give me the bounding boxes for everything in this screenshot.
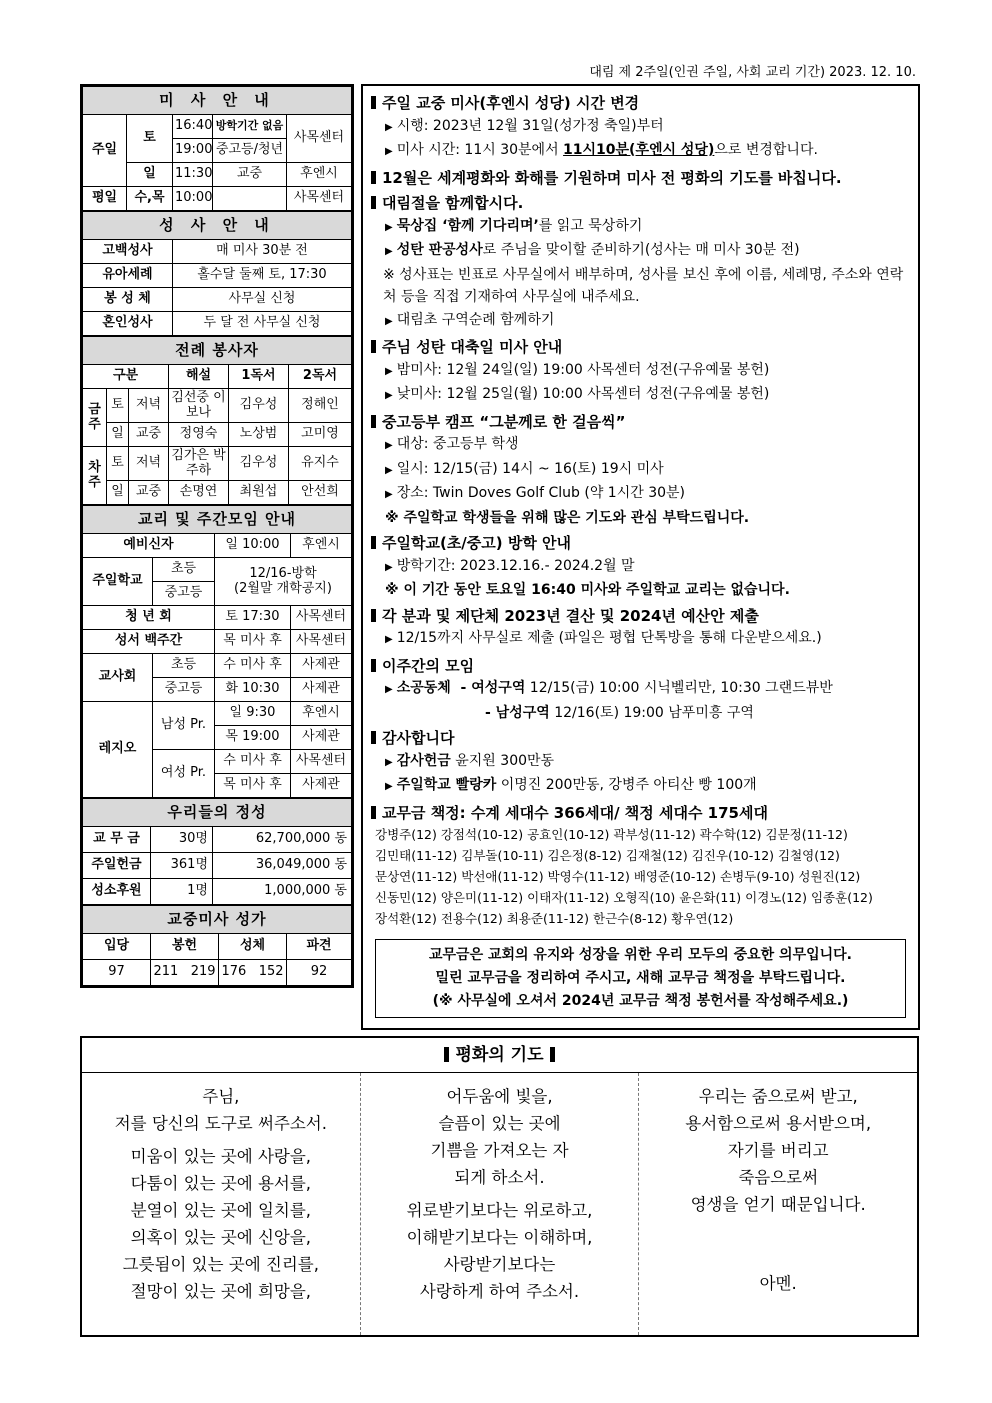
notice-line: ▶ 대상: 중고등부 학생 (385, 436, 519, 452)
prayer-column-2 (360, 1073, 639, 1335)
notices-panel (361, 84, 920, 1030)
notice-title: 주일학교(초/중고) 방학 안내 (371, 532, 912, 555)
sun-time: 11:30 (173, 163, 213, 187)
prayer-title: 평화의 기도 (82, 1038, 917, 1073)
notice-line: ▶ 묵상집 ‘함께 기다리며’를 읽고 묵상하기 (385, 217, 643, 234)
liturgy-header-reading1: 1독서 (229, 365, 289, 389)
notice-title: 중고등부 캠프 “그분께로 한 걸음씩” (371, 411, 912, 434)
vacation-note: 12/16-방학 (249, 565, 317, 581)
catechumen-place: 후엔시 (291, 534, 352, 558)
prayer-line: 되게 하소서. (454, 1168, 545, 1187)
weekday-time: 10:00 (173, 187, 213, 211)
offering-label: 성소후원 (83, 879, 151, 905)
notice-line: ▶ 밤미사: 12월 24일(일) 19:00 사목센터 성전(구유예물 봉헌) (385, 361, 770, 378)
dues-line: (※ 사무실에 오셔서 2024년 교무금 책정 봉헌서를 작성해주세요.) (432, 993, 849, 1009)
sun-place: 후엔시 (287, 163, 352, 187)
reopen-note: (2월말 개학공지) (234, 580, 332, 596)
dues-line: 밀린 교무금을 정리하여 주시고, 새해 교무금 책정을 부탁드립니다. (435, 970, 846, 986)
notice-title: 주일 교중 미사(후엔시 성당) 시간 변경 (371, 92, 912, 115)
prayer-line: 용서함으로써 용서받으며, (685, 1114, 872, 1133)
dues-notice-box (375, 939, 906, 1018)
volunteer-name: 고미영 (289, 423, 352, 447)
prayer-line: 그릇됨이 있는 곳에 진리를, (122, 1255, 319, 1274)
left-info-column (80, 84, 354, 988)
prayer-line: 죽음으로써 (738, 1168, 819, 1187)
volunteer-name: 정영숙 (169, 423, 229, 447)
notice-line: ▶ 방학기간: 2023.12.16.- 2024.2월 말 (385, 557, 635, 574)
notice-line: ▶ 감사헌금 윤지원 300만동 (385, 752, 555, 769)
notice-title: 이주간의 모임 (371, 655, 912, 678)
weekday-place: 사목센터 (287, 187, 352, 211)
notice-line: ※ 주일학교 학생들을 위해 많은 기도와 관심 부탁드립니다. (385, 509, 750, 526)
bible-place: 사목센터 (291, 630, 352, 654)
liturgy-header-commentary: 해설 (169, 365, 229, 389)
sacrament-value: 사무실 신청 (173, 288, 352, 312)
legio-place: 후엔시 (291, 702, 352, 726)
volunteer-name: 김가은 박주하 (169, 447, 229, 481)
liturgy-header-division: 구분 (83, 365, 169, 389)
notice-line: ▶ 장소: Twin Doves Golf Club (약 1시간 30분) (385, 485, 686, 501)
catechumen-time: 일 10:00 (215, 534, 291, 558)
wedthu-label: 수,목 (127, 187, 173, 211)
dues-name-line: 문상연(11-12) 박선애(11-12) 박영수(11-12) 배영준(10-12) 손병두(9-10) 성원진(12) (375, 869, 861, 884)
prayer-line: 우리는 줌으로써 받고, (698, 1087, 858, 1106)
sat-time-2: 19:00 (173, 139, 213, 163)
sunday-school-note (215, 558, 352, 606)
sacrament-title: 성 사 안 내 (83, 212, 352, 240)
hymn-header: 파견 (287, 934, 352, 960)
prayer-line: 다툼이 있는 곳에 용서를, (130, 1174, 312, 1193)
weekday-label: 평일 (83, 187, 127, 211)
offering-count: 1명 (151, 879, 213, 905)
meetings-title: 교리 및 주간모임 안내 (83, 506, 352, 534)
notice-title: 교무금 책정: 수계 세대수 366세대/ 책정 세대수 175세대 (371, 802, 912, 825)
notice-line: ▶ 시행: 2023년 12월 31일(성가정 축일)부터 (385, 117, 664, 134)
volunteer-name: 정해인 (289, 389, 352, 423)
legio-time: 수 미사 후 (215, 750, 291, 774)
volunteer-name: 김우성 (229, 447, 289, 481)
sat-time-1: 16:40 (173, 115, 213, 139)
sacrament-label: 유아세례 (83, 264, 173, 288)
offering-amount: 36,049,000 동 (213, 853, 352, 879)
sunday-school-elem: 초등 (153, 558, 215, 582)
sacrament-table (82, 211, 352, 336)
notice-line: - 남성구역 12/16(토) 19:00 남푸미흥 구역 (485, 704, 754, 721)
day-label: 토 (107, 389, 129, 423)
sacrament-label: 봉 성 체 (83, 288, 173, 312)
peace-prayer-box (80, 1036, 919, 1337)
notice-title: 주님 성탄 대축일 미사 안내 (371, 336, 912, 359)
volunteer-name: 김선중 이보나 (169, 389, 229, 423)
notice-line: ▶ 12/15까지 사무실로 제출 (파일은 평협 단톡방을 통해 다운받으세요.) (385, 630, 822, 646)
mass-schedule-table (82, 86, 352, 211)
mass-label: 교중 (129, 423, 169, 447)
notice-line: ▶ 주일학교 빨랑카 이명진 200만동, 강병주 아티산 빵 100개 (385, 777, 757, 793)
sat-place: 사목센터 (287, 115, 352, 163)
liturgy-header-reading2: 2독서 (289, 365, 352, 389)
day-label: 일 (107, 481, 129, 505)
teachers-mid: 중고등 (153, 678, 215, 702)
prayer-line: 영생을 얻기 때문입니다. (690, 1195, 866, 1214)
teachers-elem: 초등 (153, 654, 215, 678)
offering-amount: 1,000,000 동 (213, 879, 352, 905)
prayer-column-3 (638, 1073, 917, 1335)
catechumen-label: 예비신자 (83, 534, 215, 558)
hymn-header: 성체 (219, 934, 287, 960)
mass-schedule-title: 미 사 안 내 (83, 87, 352, 115)
dues-name-line: 장석환(12) 전용수(12) 최용준(11-12) 한근수(8-12) 황우연(12) (375, 911, 734, 926)
prayer-line: 기쁨을 가져오는 자 (430, 1141, 569, 1160)
hymn-number: 176 152 (219, 960, 287, 986)
prayer-line: 사랑받기보다는 (443, 1255, 556, 1274)
hymn-title: 교중미사 성가 (83, 906, 352, 934)
prayer-line: 자기를 버리고 (727, 1141, 829, 1160)
sacrament-value: 두 달 전 사무실 신청 (173, 312, 352, 336)
prayer-line: 어두움에 빛을, (446, 1087, 553, 1106)
mass-label: 교중 (129, 481, 169, 505)
volunteer-name: 유지수 (289, 447, 352, 481)
day-label: 일 (107, 423, 129, 447)
notice-line: ▶ 일시: 12/15(금) 14시 ~ 16(토) 19시 미사 (385, 460, 664, 477)
volunteer-name: 최원섭 (229, 481, 289, 505)
mass-label: 저녁 (129, 447, 169, 481)
notice-title: 12월은 세계평화와 화해를 기원하며 미사 전 평화의 기도를 바칩니다. (371, 167, 912, 190)
hymn-number: 211 219 (151, 960, 219, 986)
this-week-label: 금주 (83, 389, 107, 447)
volunteer-name: 손명연 (169, 481, 229, 505)
dues-name-line: 신동민(12) 양은미(11-12) 이태자(11-12) 오형직(10) 윤은화(11) 이경노(12) 임종훈(12) (375, 890, 873, 905)
teachers-elem-place: 사제관 (291, 654, 352, 678)
teachers-mid-place: 사제관 (291, 678, 352, 702)
notice-line: ▶ 대림초 구역순례 함께하기 (385, 311, 555, 328)
sun-label: 일 (127, 163, 173, 187)
teachers-elem-time: 수 미사 후 (215, 654, 291, 678)
legio-time: 일 9:30 (215, 702, 291, 726)
legio-men: 남성 Pr. (153, 702, 215, 750)
volunteer-name: 김우성 (229, 389, 289, 423)
sacrament-value: 홀수달 둘째 토, 17:30 (173, 264, 352, 288)
mass-label: 저녁 (129, 389, 169, 423)
notice-line: ▶ 성탄 판공성사로 주님을 맞이할 준비하기(성사는 매 미사 30분 전) (385, 242, 800, 258)
notice-line: ※ 성사표는 빈표로 사무실에서 배부하며, 성사를 보신 후에 이름, 세례명, 주소와 연락처 등을 직접 기재하여 사무실에 내주세요. (383, 266, 904, 305)
offering-label: 교 무 금 (83, 827, 151, 853)
prayer-line: 의혹이 있는 곳에 신앙을, (130, 1228, 312, 1247)
prayer-line: 저를 당신의 도구로 써주소서. (114, 1114, 327, 1133)
hymn-header: 입당 (83, 934, 151, 960)
sat-who-1: 방학기간 없음 (213, 115, 287, 139)
prayer-line: 사랑하게 하여 주소서. (419, 1282, 580, 1301)
offering-count: 30명 (151, 827, 213, 853)
notice-line: ※ 이 기간 동안 토요일 16:40 미사와 주일학교 교리는 없습니다. (385, 582, 790, 598)
notice-line: ▶ 소공동체 - 여성구역 12/15(금) 10:00 시닉벨리만, 10:30 그랜드뷰반 (385, 680, 833, 696)
prayer-line: 위로받기보다는 위로하고, (406, 1201, 593, 1220)
bulletin-header: 대림 제 2주일(인권 주일, 사회 교리 기간) 2023. 12. 10. (589, 65, 916, 80)
legio-place: 사제관 (291, 774, 352, 798)
legio-women: 여성 Pr. (153, 750, 215, 798)
prayer-line: 주님, (202, 1087, 240, 1106)
sat-who-2: 중고등/청년 (213, 139, 287, 163)
volunteer-name: 노상범 (229, 423, 289, 447)
youth-place: 사목센터 (291, 606, 352, 630)
hymn-header: 봉헌 (151, 934, 219, 960)
teachers-mid-time: 화 10:30 (215, 678, 291, 702)
meetings-table (82, 505, 352, 798)
sun-who: 교중 (213, 163, 287, 187)
sacrament-label: 고백성사 (83, 240, 173, 264)
bible-label: 성서 백주간 (83, 630, 215, 654)
notice-title: 대림절을 함께합시다. (371, 192, 912, 215)
prayer-line: 분열이 있는 곳에 일치를, (130, 1201, 312, 1220)
prayer-line: 절망이 있는 곳에 희망을, (130, 1282, 312, 1301)
liturgy-title: 전례 봉사자 (83, 337, 352, 365)
prayer-column-1 (82, 1073, 360, 1335)
day-label: 토 (107, 447, 129, 481)
saturday-label: 토 (127, 115, 173, 163)
notice-title: 감사합니다 (371, 727, 912, 750)
dues-line: 교무금은 교회의 유지와 성장을 위한 우리 모두의 중요한 의무입니다. (429, 947, 852, 963)
hymn-number: 92 (287, 960, 352, 986)
offering-count: 361명 (151, 853, 213, 879)
offering-label: 주일헌금 (83, 853, 151, 879)
legio-time: 목 19:00 (215, 726, 291, 750)
youth-time: 토 17:30 (215, 606, 291, 630)
teachers-label: 교사회 (83, 654, 153, 702)
youth-label: 청 년 회 (83, 606, 215, 630)
next-week-label: 차주 (83, 447, 107, 505)
dues-name-line: 김민태(11-12) 김부돌(10-11) 김은정(8-12) 김재철(12) 김진우(10-12) 김철영(12) (375, 848, 840, 863)
offering-amount: 62,700,000 동 (213, 827, 352, 853)
offering-title: 우리들의 정성 (83, 799, 352, 827)
legio-place: 사목센터 (291, 750, 352, 774)
sunday-school-mid: 중고등 (153, 582, 215, 606)
bible-time: 목 미사 후 (215, 630, 291, 654)
prayer-line: 슬픔이 있는 곳에 (438, 1114, 561, 1133)
notice-line: ▶ 낮미사: 12월 25일(월) 10:00 사목센터 성전(구유예물 봉헌) (385, 386, 770, 402)
sacrament-label: 혼인성사 (83, 312, 173, 336)
offering-table (82, 798, 352, 905)
legio-time: 목 미사 후 (215, 774, 291, 798)
legio-label: 레지오 (83, 702, 153, 798)
prayer-amen: 아멘. (759, 1274, 797, 1293)
notice-title: 각 분과 및 제단체 2023년 결산 및 2024년 예산안 제출 (371, 605, 912, 628)
prayer-line: 이해받기보다는 이해하며, (406, 1228, 593, 1247)
volunteer-name: 안선희 (289, 481, 352, 505)
hymn-table (82, 905, 352, 986)
sunday-label: 주일 (83, 115, 127, 187)
dues-name-line: 강병주(12) 강점석(10-12) 공효인(10-12) 곽부성(11-12) 곽수학(12) 김문정(11-12) (375, 827, 848, 842)
liturgy-volunteer-table (82, 336, 352, 505)
sunday-school-label: 주일학교 (83, 558, 153, 606)
hymn-number: 97 (83, 960, 151, 986)
sacrament-value: 매 미사 30분 전 (173, 240, 352, 264)
prayer-line: 미움이 있는 곳에 사랑을, (130, 1147, 312, 1166)
notice-line: ▶ 미사 시간: 11시 30분에서 11시10분(후엔시 성당)으로 변경합니다. (385, 142, 818, 158)
legio-place: 사제관 (291, 726, 352, 750)
